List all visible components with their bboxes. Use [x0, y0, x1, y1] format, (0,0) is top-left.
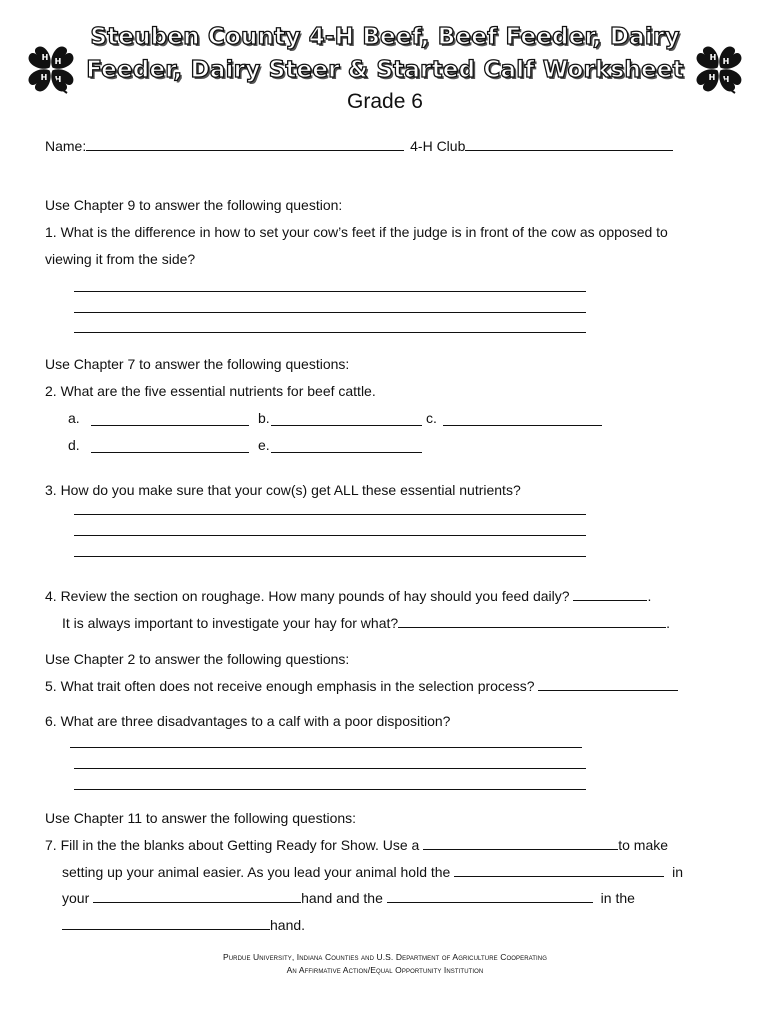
answer-line[interactable]: [74, 291, 586, 292]
question-7-line-1: [45, 837, 668, 853]
question-7-line-2: [62, 864, 683, 880]
nutrient-b-label: b.: [258, 410, 270, 426]
question-4-prompt: 4. Review the section on roughage. How many pounds of hay should you feed daily?: [45, 588, 570, 604]
question-7-text: hand.: [270, 917, 306, 933]
period: .: [647, 588, 652, 604]
trait-blank[interactable]: [538, 678, 678, 691]
section-heading: Use Chapter 7 to answer the following questions:: [45, 356, 350, 372]
section-heading: Use Chapter 9 to answer the following question:: [45, 197, 343, 213]
hand-side-blank[interactable]: [93, 890, 301, 903]
club-blank[interactable]: [465, 138, 673, 151]
nutrient-b-blank[interactable]: [271, 425, 422, 426]
footer-line-1: Purdue University, Indiana Counties and U.S. Department of Agriculture Cooperating: [222, 952, 548, 962]
answer-line[interactable]: [74, 535, 586, 536]
name-field-row: [45, 138, 673, 154]
question-7-line-4: [62, 917, 305, 933]
question-7-text: to make: [618, 837, 669, 853]
nutrient-c-label: c.: [426, 410, 437, 426]
question-2-text: 2. What are the five essential nutrients for beef cattle.: [45, 383, 376, 399]
period: .: [666, 615, 671, 631]
section-heading: Use Chapter 11 to answer the following questions:: [45, 810, 357, 826]
nutrient-e-blank[interactable]: [271, 452, 422, 453]
nutrient-e-label: e.: [258, 437, 270, 453]
worksheet-title-line-1: Steuben County 4-H Beef, Beef Feeder, Dairy: [90, 24, 680, 50]
question-3-text: 3. How do you make sure that your cow(s) get ALL these essential nutrients?: [45, 482, 521, 498]
nutrient-d-blank[interactable]: [91, 452, 249, 453]
show-tool-blank[interactable]: [423, 837, 618, 850]
question-7-text: in: [672, 864, 684, 880]
answer-line[interactable]: [74, 789, 586, 790]
nutrient-c-blank[interactable]: [443, 425, 602, 426]
answer-line[interactable]: [70, 747, 582, 748]
question-7-text: your: [62, 890, 90, 906]
hay-pounds-blank[interactable]: [573, 588, 647, 601]
section-heading: Use Chapter 2 to answer the following questions:: [45, 651, 350, 667]
name-label: Name:: [45, 138, 87, 154]
second-item-blank[interactable]: [387, 890, 593, 903]
answer-line[interactable]: [74, 556, 586, 557]
other-hand-blank[interactable]: [62, 917, 270, 930]
question-1-text-cont: viewing it from the side?: [45, 251, 196, 267]
question-4-text: [45, 588, 651, 604]
grade-label: Grade 6: [347, 90, 423, 113]
question-7-text: setting up your animal easier. As you lead your animal hold the: [62, 864, 451, 880]
nutrient-a-blank[interactable]: [91, 425, 249, 426]
answer-line[interactable]: [74, 514, 586, 515]
footer-line-2: An Affirmative Action/Equal Opportunity Institution: [286, 965, 484, 975]
question-5-text: [45, 678, 678, 694]
worksheet-title-line-2: Feeder, Dairy Steer & Started Calf Worksheet: [86, 57, 684, 83]
name-blank[interactable]: [86, 138, 404, 151]
hold-item-blank[interactable]: [454, 864, 664, 877]
nutrient-d-label: d.: [68, 437, 80, 453]
question-4-followup: It is always important to investigate your hay for what?: [62, 615, 399, 631]
question-7-text: hand and the: [301, 890, 383, 906]
question-7-line-3: [62, 890, 635, 906]
answer-line[interactable]: [74, 312, 586, 313]
question-7-text: in the: [600, 890, 635, 906]
question-7-prompt: 7. Fill in the the blanks about Getting Ready for Show. Use a: [45, 837, 420, 853]
hay-investigate-blank[interactable]: [398, 615, 666, 628]
question-6-text: 6. What are three disadvantages to a calf with a poor disposition?: [45, 713, 451, 729]
answer-line[interactable]: [74, 768, 586, 769]
question-4-text-cont: [62, 615, 670, 631]
question-5-prompt: 5. What trait often does not receive enough emphasis in the selection process?: [45, 678, 535, 694]
answer-line[interactable]: [74, 332, 586, 333]
nutrient-a-label: a.: [68, 410, 80, 426]
club-label: 4-H Club: [410, 138, 466, 154]
question-1-text: 1. What is the difference in how to set your cow’s feet if the judge is in front of the cow as opposed to: [45, 224, 668, 240]
